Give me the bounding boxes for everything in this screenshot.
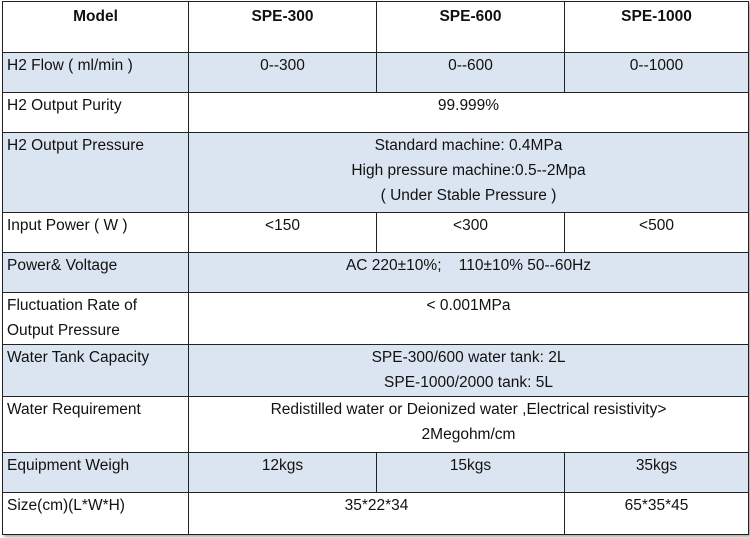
power-voltage-value: AC 220±10%; 110±10% 50--60Hz: [189, 253, 749, 293]
row-size: [3, 493, 749, 535]
water-tank-line-2: SPE-1000/2000 tank: 5L: [384, 374, 553, 391]
row-weight: [3, 453, 749, 493]
fluctuation-label-line-1: Fluctuation Rate of: [7, 297, 138, 314]
header-spe-1000: SPE-1000: [565, 2, 749, 53]
pressure-line-2: High pressure machine:0.5--2Mpa: [351, 162, 586, 179]
row-input-power: [3, 213, 749, 253]
header-spe-300: SPE-300: [189, 2, 377, 53]
row-pressure: [3, 133, 749, 213]
fluctuation-value: < 0.001MPa: [189, 293, 749, 345]
size-spe-300-600: 35*22*34: [189, 493, 565, 535]
header-row: [3, 2, 749, 53]
label-fluctuation: [3, 293, 189, 345]
label-h2-flow: H2 Flow ( ml/min ): [3, 53, 189, 93]
row-water-tank: [3, 345, 749, 397]
input-power-spe-1000: <500: [565, 213, 749, 253]
label-water-requirement: Water Requirement: [3, 397, 189, 453]
water-requirement-line-2: 2Megohm/cm: [421, 426, 516, 443]
row-water-requirement: [3, 397, 749, 453]
label-input-power: Input Power ( W ): [3, 213, 189, 253]
h2-flow-spe-1000: 0--1000: [565, 53, 749, 93]
weight-spe-300: 12kgs: [189, 453, 377, 493]
h2-flow-spe-600: 0--600: [377, 53, 565, 93]
header-model: Model: [3, 2, 189, 53]
weight-spe-1000: 35kgs: [565, 453, 749, 493]
spec-table: [2, 1, 749, 535]
label-power-voltage: Power& Voltage: [3, 253, 189, 293]
purity-value: 99.999%: [189, 93, 749, 133]
pressure-line-1: Standard machine: 0.4MPa: [374, 137, 563, 154]
h2-flow-spe-300: 0--300: [189, 53, 377, 93]
input-power-spe-600: <300: [377, 213, 565, 253]
water-tank-line-1: SPE-300/600 water tank: 2L: [371, 349, 566, 366]
row-power-voltage: [3, 253, 749, 293]
label-pressure: H2 Output Pressure: [3, 133, 189, 213]
fluctuation-label-line-2: Output Pressure: [7, 322, 120, 339]
row-h2-flow: [3, 53, 749, 93]
label-size: Size(cm)(L*W*H): [3, 493, 189, 535]
weight-spe-600: 15kgs: [377, 453, 565, 493]
row-fluctuation: [3, 293, 749, 345]
label-water-tank: Water Tank Capacity: [3, 345, 189, 397]
label-weight: Equipment Weigh: [3, 453, 189, 493]
label-purity: H2 Output Purity: [3, 93, 189, 133]
row-purity: [3, 93, 749, 133]
size-spe-1000: 65*35*45: [565, 493, 749, 535]
pressure-line-3: ( Under Stable Pressure ): [380, 187, 557, 204]
input-power-spe-300: <150: [189, 213, 377, 253]
water-requirement-value: [189, 397, 749, 453]
header-spe-600: SPE-600: [377, 2, 565, 53]
pressure-value: [189, 133, 749, 213]
water-requirement-line-1: Redistilled water or Deionized water ,Electrical resistivity>: [270, 401, 667, 418]
water-tank-value: [189, 345, 749, 397]
